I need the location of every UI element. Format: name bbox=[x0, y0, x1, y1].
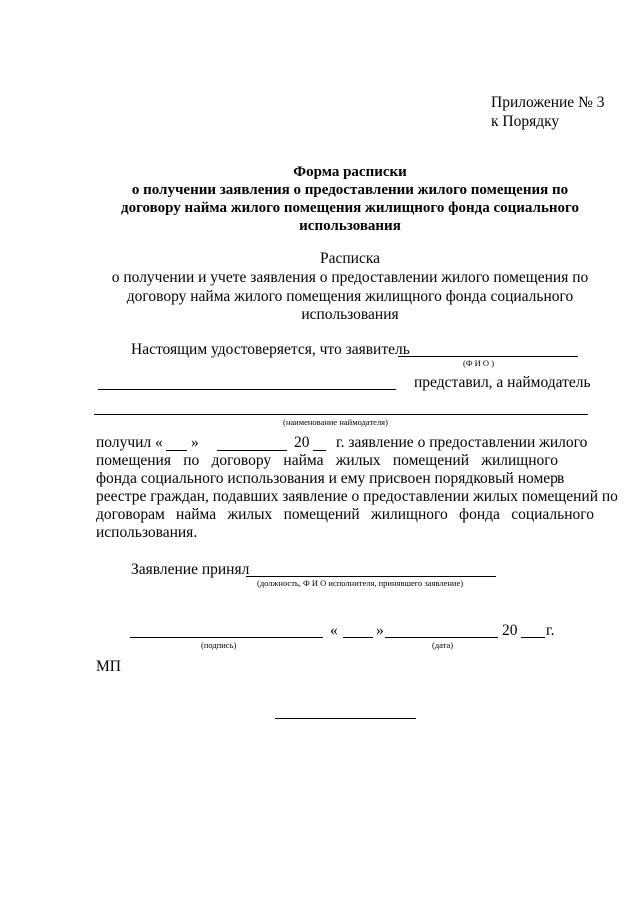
signature-caption: (подпись) bbox=[201, 640, 237, 650]
landlord-caption: (наименование наймодателя) bbox=[283, 417, 388, 427]
form-title-line-3: договору найма жилого помещения жилищного фонда социального bbox=[121, 200, 579, 216]
certify-text: Настоящим удостоверяется, что заявитель bbox=[131, 341, 410, 358]
form-title-line-2: о получении заявления о предоставлении жилого помещения по bbox=[131, 182, 569, 198]
body-line-3b: в bbox=[557, 470, 565, 487]
signature-field[interactable] bbox=[130, 637, 323, 638]
received-prefix: получил « bbox=[96, 434, 163, 451]
form-title-line-4: использования bbox=[299, 218, 401, 234]
signature-month-field[interactable] bbox=[385, 637, 498, 638]
form-title-line-1: Форма расписки bbox=[293, 164, 407, 180]
body-line-3a: фонда социального использования и ему присвоен порядковый номер bbox=[96, 470, 558, 487]
bottom-divider bbox=[275, 718, 416, 719]
receipt-subtitle-line-2: договору найма жилого помещения жилищного фонда социального bbox=[126, 288, 574, 305]
signature-year-prefix: 20 bbox=[502, 622, 518, 639]
signature-year-suffix: г. bbox=[546, 622, 555, 639]
received-month-field[interactable] bbox=[217, 450, 287, 451]
signature-quote-open: « bbox=[330, 622, 338, 639]
receipt-title: Расписка bbox=[319, 250, 381, 267]
receipt-subtitle-line-1: о получении и учете заявления о предоставлении жилого помещения по bbox=[111, 269, 589, 286]
received-quote-close: » bbox=[191, 434, 199, 451]
stamp-label: МП bbox=[96, 658, 121, 675]
received-suffix: г. заявление о предоставлении жилого bbox=[336, 434, 588, 451]
accepted-caption: (должность, Ф И О исполнителя, принявшего заявление) bbox=[257, 578, 464, 588]
body-line-6: использования. bbox=[96, 524, 198, 541]
applicant-name-field[interactable] bbox=[398, 356, 578, 357]
body-line-4: реестре граждан, подавших заявление о предоставлении жилых помещений по bbox=[96, 488, 618, 505]
presented-text: представил, а наймодатель bbox=[414, 374, 591, 391]
applicant-name-continuation-field[interactable] bbox=[98, 389, 396, 390]
appendix-reference: к Порядку bbox=[491, 113, 560, 130]
received-year-prefix: 20 bbox=[294, 434, 310, 451]
accepted-by-field[interactable] bbox=[246, 576, 496, 577]
appendix-number: Приложение № 3 bbox=[491, 94, 605, 111]
fio-caption: (Ф И О ) bbox=[463, 358, 495, 368]
signature-day-field[interactable] bbox=[343, 637, 373, 638]
signature-quote-close: » bbox=[376, 622, 384, 639]
landlord-name-field[interactable] bbox=[94, 414, 588, 415]
received-day-field[interactable] bbox=[166, 450, 187, 451]
signature-year-field[interactable] bbox=[521, 637, 545, 638]
body-line-2: помещения по договору найма жилых помещений жилищного bbox=[96, 452, 558, 469]
accepted-label: Заявление принял bbox=[131, 561, 250, 578]
received-year-field[interactable] bbox=[313, 450, 326, 451]
receipt-subtitle-line-3: использования bbox=[301, 306, 399, 323]
date-caption: (дата) bbox=[432, 640, 454, 650]
body-line-5: договорам найма жилых помещений жилищного фонда социального bbox=[96, 506, 594, 523]
